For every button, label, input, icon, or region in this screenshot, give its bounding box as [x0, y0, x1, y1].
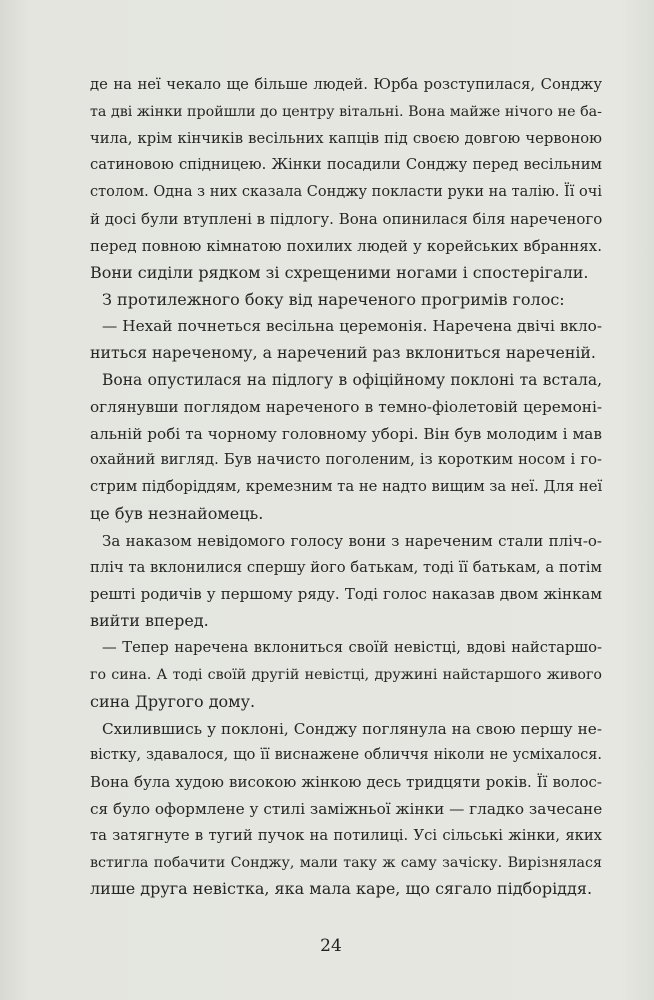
text-line: вийти вперед. [90, 611, 209, 631]
text-line: Вона опустилася на підлогу в офіційному поклоні та встала, [102, 370, 602, 389]
text-line: Вони сиділи рядком зі схрещеними ногами і спостерігали. [90, 262, 589, 282]
text-line: сатиновою спідницею. Жінки посадили Сонджу перед весільним [90, 156, 602, 174]
text-line: чила, крім кінчиків весільних капців під своєю довгою червоною [90, 129, 602, 147]
text-line: Схилившись у поклоні, Сонджу поглянула на свою першу не- [102, 719, 602, 738]
text-line: — Тепер наречена вклониться своїй невістці, вдові найстаршо- [102, 639, 602, 657]
text-line: лише друга невістка, яка мала каре, що сягало підборіддя. [90, 879, 593, 899]
text-line: ниться нареченому, а наречений раз вклониться нареченій. [90, 343, 596, 363]
text-line: З протилежного боку від нареченого прогримів голос: [102, 289, 565, 309]
text-line: Вона була худою високою жінкою десь тридцяти років. Її волос- [90, 773, 602, 792]
text-line: го сина. А тоді своїй другій невістці, дружині найстаршого живого [90, 666, 602, 683]
text-line: перед повною кімнатою похилих людей у корейських вбраннях. [90, 236, 602, 255]
text-line: стрим підборіддям, кремезним та не надто вищим за неї. Для неї [90, 478, 603, 496]
text-line: вістку, здавалося, що її виснажене обличчя ніколи не усміхалося. [90, 747, 602, 764]
text-line: решті родичів у першому ряду. Тоді голос наказав двом жінкам [90, 585, 602, 604]
text-line: альній робі та чорному головному уборі. Він був молодим і мав [90, 424, 602, 443]
text-line: пліч та вклонилися спершу його батькам, тоді її батькам, а потім [90, 558, 602, 576]
text-line: ся було оформлене у стилі заміжньої жінки — гладко зачесане [90, 799, 603, 818]
text-line: столом. Одна з них сказала Сонджу покласти руки на талію. Її очі [90, 184, 602, 201]
page-number: 24 [320, 936, 342, 956]
text-line: й досі були втуплені в підлогу. Вона опинилася біля нареченого [90, 210, 603, 229]
text-line: та затягнуте в тугий пучок на потилиці. Усі сільські жінки, яких [90, 826, 602, 844]
body-text [90, 72, 602, 903]
text-line: встигла побачити Сонджу, мали таку ж саму зачіску. Вирізнялася [90, 854, 602, 871]
text-line: сина Другого дому. [90, 691, 256, 711]
text-line: це був незнайомець. [90, 504, 264, 523]
text-line: оглянувши поглядом нареченого в темно-фіолетовій церемоні- [90, 397, 602, 416]
text-line: охайний вигляд. Був начисто поголеним, із коротким носом і го- [90, 451, 602, 469]
text-line: За наказом невідомого голосу вони з нареченим стали пліч-о- [102, 531, 602, 550]
text-line: — Нехай почнеться весільна церемонія. Наречена двічі вкло- [102, 317, 602, 336]
text-line: де на неї чекало ще більше людей. Юрба розступилася, Сонджу [90, 76, 602, 93]
text-line: та дві жінки пройшли до центру вітальні. Вона майже нічого не ба- [90, 103, 602, 120]
